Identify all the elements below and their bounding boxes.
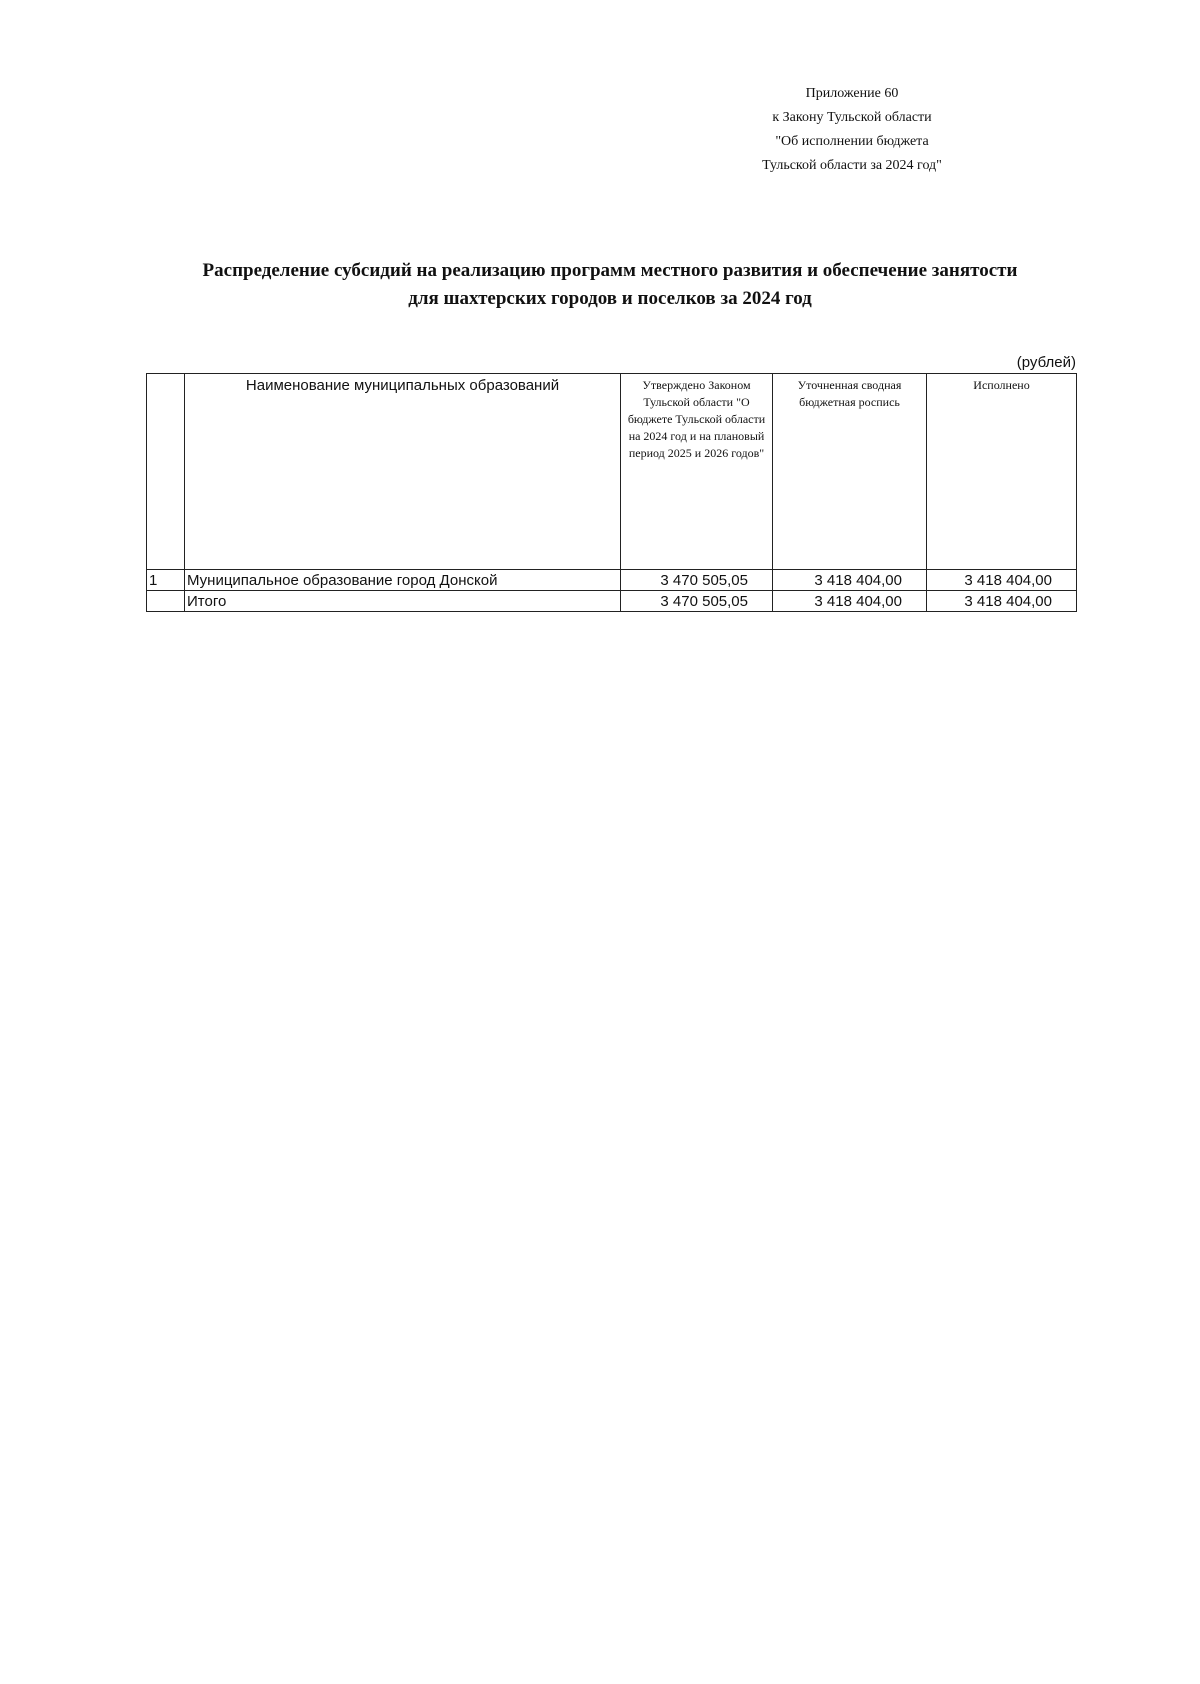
- appendix-line: Приложение 60: [805, 86, 899, 101]
- document-title: [120, 257, 1100, 313]
- total-name: Итого: [185, 591, 621, 612]
- total-row: [147, 591, 1077, 612]
- total-num: [147, 591, 185, 612]
- unit-label: (рублей): [1016, 354, 1076, 371]
- header-approved: Утверждено Законом Тульской области "О бюджете Тульской области на 2024 год и на плановый период 2025 и 2026 годов": [621, 374, 773, 570]
- header-refined: Уточненная сводная бюджетная роспись: [773, 374, 927, 570]
- table-row: [147, 570, 1077, 591]
- total-refined: 3 418 404,00: [773, 591, 927, 612]
- row-num: 1: [147, 570, 185, 591]
- header-name: Наименование муниципальных образований: [185, 374, 621, 570]
- row-name: Муниципальное образование город Донской: [185, 570, 621, 591]
- table-header-row: [147, 374, 1077, 570]
- appendix-block: [722, 82, 982, 178]
- row-refined: 3 418 404,00: [773, 570, 927, 591]
- subsidy-table: [146, 373, 1077, 612]
- appendix-line: "Об исполнении бюджета: [775, 134, 929, 149]
- appendix-line: Тульской области за 2024 год": [762, 158, 942, 173]
- row-approved: 3 470 505,05: [621, 570, 773, 591]
- row-executed: 3 418 404,00: [927, 570, 1077, 591]
- title-line-2: для шахтерских городов и поселков за 2024 год: [408, 288, 812, 309]
- header-executed: Исполнено: [927, 374, 1077, 570]
- title-line-1: Распределение субсидий на реализацию программ местного развития и обеспечение занятости: [202, 260, 1018, 281]
- header-num: [147, 374, 185, 570]
- total-executed: 3 418 404,00: [927, 591, 1077, 612]
- appendix-line: к Закону Тульской области: [772, 110, 932, 125]
- total-approved: 3 470 505,05: [621, 591, 773, 612]
